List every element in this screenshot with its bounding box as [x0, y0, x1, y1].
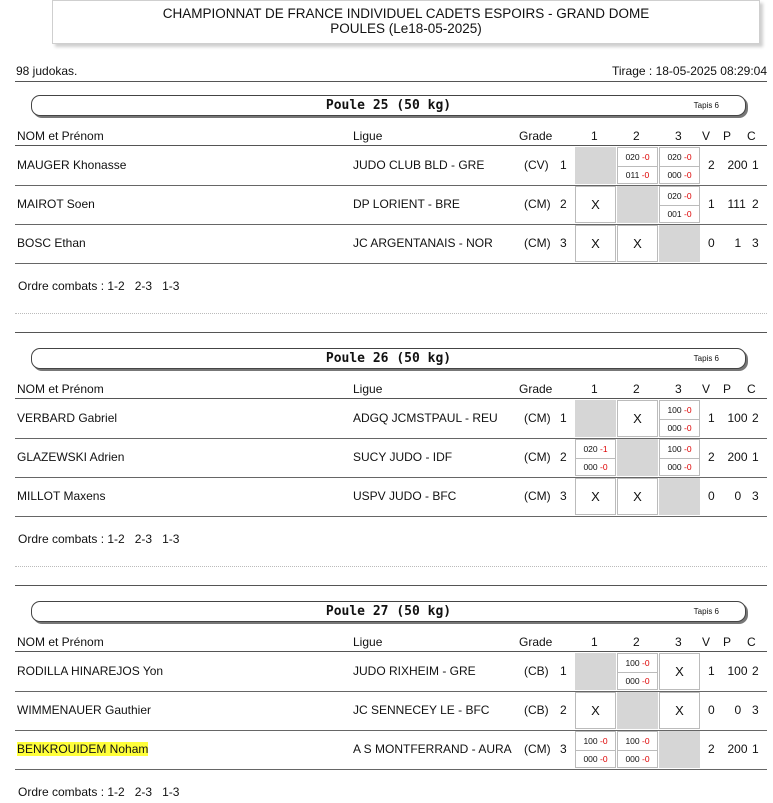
col-header-3: 3	[675, 382, 682, 396]
score-value: 000	[625, 754, 640, 764]
points: 200	[727, 158, 748, 172]
score-top	[660, 442, 699, 459]
combat-pair: 1-2	[107, 532, 125, 546]
table-row	[15, 691, 767, 731]
victories: 0	[708, 703, 715, 717]
col-header-ligue: Ligue	[353, 129, 383, 143]
victories: 2	[708, 742, 715, 756]
tapis-label: Tapis 6	[693, 607, 719, 616]
col-header-v: V	[702, 635, 711, 649]
score-value: 000	[667, 423, 682, 433]
points: 100	[727, 664, 748, 678]
score-value: 100	[667, 444, 682, 454]
score-top	[660, 189, 699, 206]
result-x-cell: X	[575, 692, 616, 729]
points: 111	[727, 197, 746, 211]
score-value: 020	[625, 152, 640, 162]
tapis-label: Tapis 6	[693, 101, 719, 110]
col-header-2: 2	[633, 382, 640, 396]
penalty-value: -0	[684, 462, 692, 472]
result-x-cell: X	[659, 653, 700, 690]
col-header-1: 1	[591, 129, 598, 143]
score-top	[618, 734, 657, 751]
col-header-grade: Grade	[519, 382, 553, 396]
competitor-number: 1	[560, 664, 567, 678]
combat-pair: 1-2	[107, 279, 125, 293]
competitor-name: BOSC Ethan	[17, 236, 86, 250]
penalty-value: -0	[684, 423, 692, 433]
score-cell	[659, 400, 700, 437]
competitor-number: 2	[560, 450, 567, 464]
table-row	[15, 438, 767, 478]
score-bottom	[618, 167, 657, 183]
col-header-p: P	[723, 382, 732, 396]
victories: 2	[708, 450, 715, 464]
col-header-p: P	[723, 129, 732, 143]
poule-header	[31, 95, 746, 116]
competitor-name: MAIROT Soen	[17, 197, 95, 211]
classement: 2	[752, 411, 759, 425]
score-cell	[575, 731, 616, 768]
col-header-grade: Grade	[519, 635, 553, 649]
result-x-cell: X	[617, 400, 658, 437]
competitor-grade: (CM)	[524, 236, 551, 250]
points: 1	[734, 236, 742, 250]
col-header-ligue: Ligue	[353, 382, 383, 396]
self-cell	[659, 731, 700, 768]
score-value: 020	[667, 191, 682, 201]
tapis-label: Tapis 6	[693, 354, 719, 363]
classement: 3	[752, 236, 759, 250]
competitor-name: MAUGER Khonasse	[17, 158, 127, 172]
penalty-value: -0	[684, 170, 692, 180]
score-value: 001	[667, 209, 682, 219]
penalty-value: -0	[642, 736, 650, 746]
col-header-c: C	[747, 129, 756, 143]
col-header-p: P	[723, 635, 732, 649]
victories: 2	[708, 158, 715, 172]
section-divider	[15, 332, 767, 333]
table-row	[15, 477, 767, 517]
penalty-value: -0	[684, 444, 692, 454]
header-divider	[15, 81, 767, 82]
competitor-number: 3	[560, 489, 567, 503]
col-header-c: C	[747, 382, 756, 396]
victories: 1	[708, 664, 715, 678]
competitor-name: RODILLA HINAREJOS Yon	[17, 664, 164, 678]
self-cell	[575, 147, 616, 184]
score-cell	[659, 439, 700, 476]
self-cell	[659, 478, 700, 515]
competitor-name: GLAZEWSKI Adrien	[17, 450, 125, 464]
competitor-number: 1	[560, 158, 567, 172]
competitor-name: BENKROUIDEM Noham	[17, 742, 149, 756]
penalty-value: -0	[642, 658, 650, 668]
table-row	[15, 224, 767, 264]
combat-pair: 2-3	[134, 785, 153, 799]
competitor-grade: (CB)	[524, 703, 549, 717]
competitor-ligue: ADGQ JCMSTPAUL - REU	[353, 411, 498, 425]
points: 100	[727, 411, 748, 425]
score-top	[576, 442, 615, 459]
score-value: 011	[625, 170, 640, 180]
penalty-value: -0	[642, 754, 650, 764]
score-cell	[617, 147, 658, 184]
score-value: 000	[583, 462, 598, 472]
classement: 2	[752, 664, 759, 678]
table-row	[15, 399, 767, 439]
poule-title: Poule 25 (50 kg)	[325, 98, 452, 113]
score-cell	[617, 653, 658, 690]
combat-pair: 1-3	[162, 785, 180, 799]
col-header-1: 1	[591, 382, 598, 396]
score-bottom	[576, 459, 615, 475]
score-bottom	[618, 673, 657, 689]
self-cell	[617, 186, 658, 223]
competitor-name: VERBARD Gabriel	[17, 411, 118, 425]
ordre-label: Ordre combats :	[18, 785, 105, 799]
competitor-grade: (CB)	[524, 664, 549, 678]
competitor-grade: (CM)	[524, 489, 551, 503]
competitor-grade: (CM)	[524, 197, 551, 211]
competitor-ligue: JUDO CLUB BLD - GRE	[353, 158, 485, 172]
score-bottom	[660, 420, 699, 436]
score-top	[660, 150, 699, 167]
score-value: 100	[667, 405, 682, 415]
table-row	[15, 730, 767, 770]
competitor-number: 2	[560, 703, 567, 717]
competitor-ligue: JC ARGENTANAIS - NOR	[353, 236, 493, 250]
score-bottom	[660, 167, 699, 183]
penalty-value: -0	[600, 462, 608, 472]
self-cell	[575, 400, 616, 437]
penalty-value: -0	[684, 191, 692, 201]
table-row	[15, 146, 767, 186]
section-divider	[15, 585, 767, 586]
classement: 1	[752, 742, 759, 756]
competitor-number: 1	[560, 411, 567, 425]
col-header-name: NOM et Prénom	[17, 382, 104, 396]
score-cell	[659, 147, 700, 184]
score-cell	[617, 731, 658, 768]
poule-title: Poule 26 (50 kg)	[325, 351, 452, 366]
competitor-grade: (CM)	[524, 742, 551, 756]
classement: 2	[752, 197, 759, 211]
section-dotted-separator	[15, 313, 767, 314]
col-header-1: 1	[591, 635, 598, 649]
combat-pair: 1-2	[107, 785, 125, 799]
competitor-ligue: JC SENNECEY LE - BFC	[353, 703, 490, 717]
result-x-cell: X	[575, 186, 616, 223]
competitor-ligue: JUDO RIXHEIM - GRE	[353, 664, 476, 678]
ordre-combats	[18, 279, 179, 293]
penalty-value: -0	[642, 152, 650, 162]
score-cell	[575, 439, 616, 476]
score-value: 020	[583, 444, 598, 454]
result-x-cell: X	[617, 225, 658, 262]
col-header-grade: Grade	[519, 129, 553, 143]
col-header-3: 3	[675, 635, 682, 649]
score-bottom	[660, 459, 699, 475]
competitor-ligue: A S MONTFERRAND - AURA	[353, 742, 512, 756]
combat-pair: 1-3	[162, 532, 180, 546]
ordre-combats	[18, 532, 179, 546]
classement: 3	[752, 703, 759, 717]
score-top	[576, 734, 615, 751]
ordre-label: Ordre combats :	[18, 279, 105, 293]
score-value: 100	[625, 658, 640, 668]
competitor-ligue: SUCY JUDO - IDF	[353, 450, 453, 464]
score-value: 100	[583, 736, 598, 746]
classement: 3	[752, 489, 759, 503]
document-title-box	[52, 0, 760, 44]
victories: 0	[708, 236, 715, 250]
col-header-name: NOM et Prénom	[17, 635, 104, 649]
poule-header	[31, 601, 746, 622]
ordre-label: Ordre combats :	[18, 532, 105, 546]
competitor-grade: (CV)	[524, 158, 549, 172]
self-cell	[659, 225, 700, 262]
combat-pair: 2-3	[134, 279, 153, 293]
competitor-ligue: USPV JUDO - BFC	[353, 489, 457, 503]
self-cell	[617, 692, 658, 729]
result-x-cell: X	[659, 692, 700, 729]
col-header-c: C	[747, 635, 756, 649]
penalty-value: -0	[600, 736, 608, 746]
score-value: 000	[667, 462, 682, 472]
competitor-grade: (CM)	[524, 411, 551, 425]
competitor-number: 3	[560, 742, 567, 756]
penalty-value: -0	[684, 209, 692, 219]
score-value: 020	[667, 152, 682, 162]
competitor-name: WIMMENAUER Gauthier	[17, 703, 152, 717]
tirage-timestamp: Tirage : 18-05-2025 08:29:04	[612, 64, 767, 78]
points: 0	[734, 703, 742, 717]
points: 200	[727, 450, 748, 464]
table-row	[15, 652, 767, 692]
points: 0	[734, 489, 742, 503]
section-dotted-separator	[15, 566, 767, 567]
document-subtitle: POULES (Le18-05-2025)	[330, 21, 482, 36]
classement: 1	[752, 450, 759, 464]
score-value: 100	[625, 736, 640, 746]
col-header-v: V	[702, 129, 711, 143]
penalty-value: -0	[684, 405, 692, 415]
score-cell	[659, 186, 700, 223]
combat-pair: 2-3	[134, 532, 153, 546]
result-x-cell: X	[575, 225, 616, 262]
competitor-grade: (CM)	[524, 450, 551, 464]
col-header-name: NOM et Prénom	[17, 129, 104, 143]
score-top	[618, 656, 657, 673]
result-x-cell: X	[575, 478, 616, 515]
penalty-value: -1	[600, 444, 608, 454]
result-x-cell: X	[617, 478, 658, 515]
col-header-v: V	[702, 382, 711, 396]
score-bottom	[660, 206, 699, 222]
score-value: 000	[583, 754, 598, 764]
col-header-2: 2	[633, 635, 640, 649]
penalty-value: -0	[641, 170, 650, 180]
penalty-value: -0	[642, 676, 650, 686]
self-cell	[617, 439, 658, 476]
victories: 0	[708, 489, 715, 503]
penalty-value: -0	[684, 152, 692, 162]
judoka-count: 98 judokas.	[16, 64, 78, 78]
score-bottom	[576, 751, 615, 767]
victories: 1	[708, 411, 715, 425]
competitor-number: 2	[560, 197, 567, 211]
victories: 1	[708, 197, 715, 211]
penalty-value: -0	[600, 754, 608, 764]
poule-title: Poule 27 (50 kg)	[325, 604, 452, 619]
self-cell	[575, 653, 616, 690]
classement: 1	[752, 158, 759, 172]
score-top	[618, 150, 657, 167]
competitor-ligue: DP LORIENT - BRE	[353, 197, 460, 211]
ordre-combats	[18, 785, 179, 799]
score-value: 000	[667, 170, 682, 180]
table-row	[15, 185, 767, 225]
competitor-number: 3	[560, 236, 567, 250]
score-top	[660, 403, 699, 420]
col-header-3: 3	[675, 129, 682, 143]
points: 200	[727, 742, 748, 756]
col-header-ligue: Ligue	[353, 635, 383, 649]
score-bottom	[618, 751, 657, 767]
col-header-2: 2	[633, 129, 640, 143]
competitor-name: MILLOT Maxens	[17, 489, 106, 503]
poule-header	[31, 348, 746, 369]
score-value: 000	[625, 676, 640, 686]
combat-pair: 1-3	[162, 279, 180, 293]
document-title: CHAMPIONNAT DE FRANCE INDIVIDUEL CADETS ESPOIRS - GRAND DOME	[162, 6, 650, 21]
